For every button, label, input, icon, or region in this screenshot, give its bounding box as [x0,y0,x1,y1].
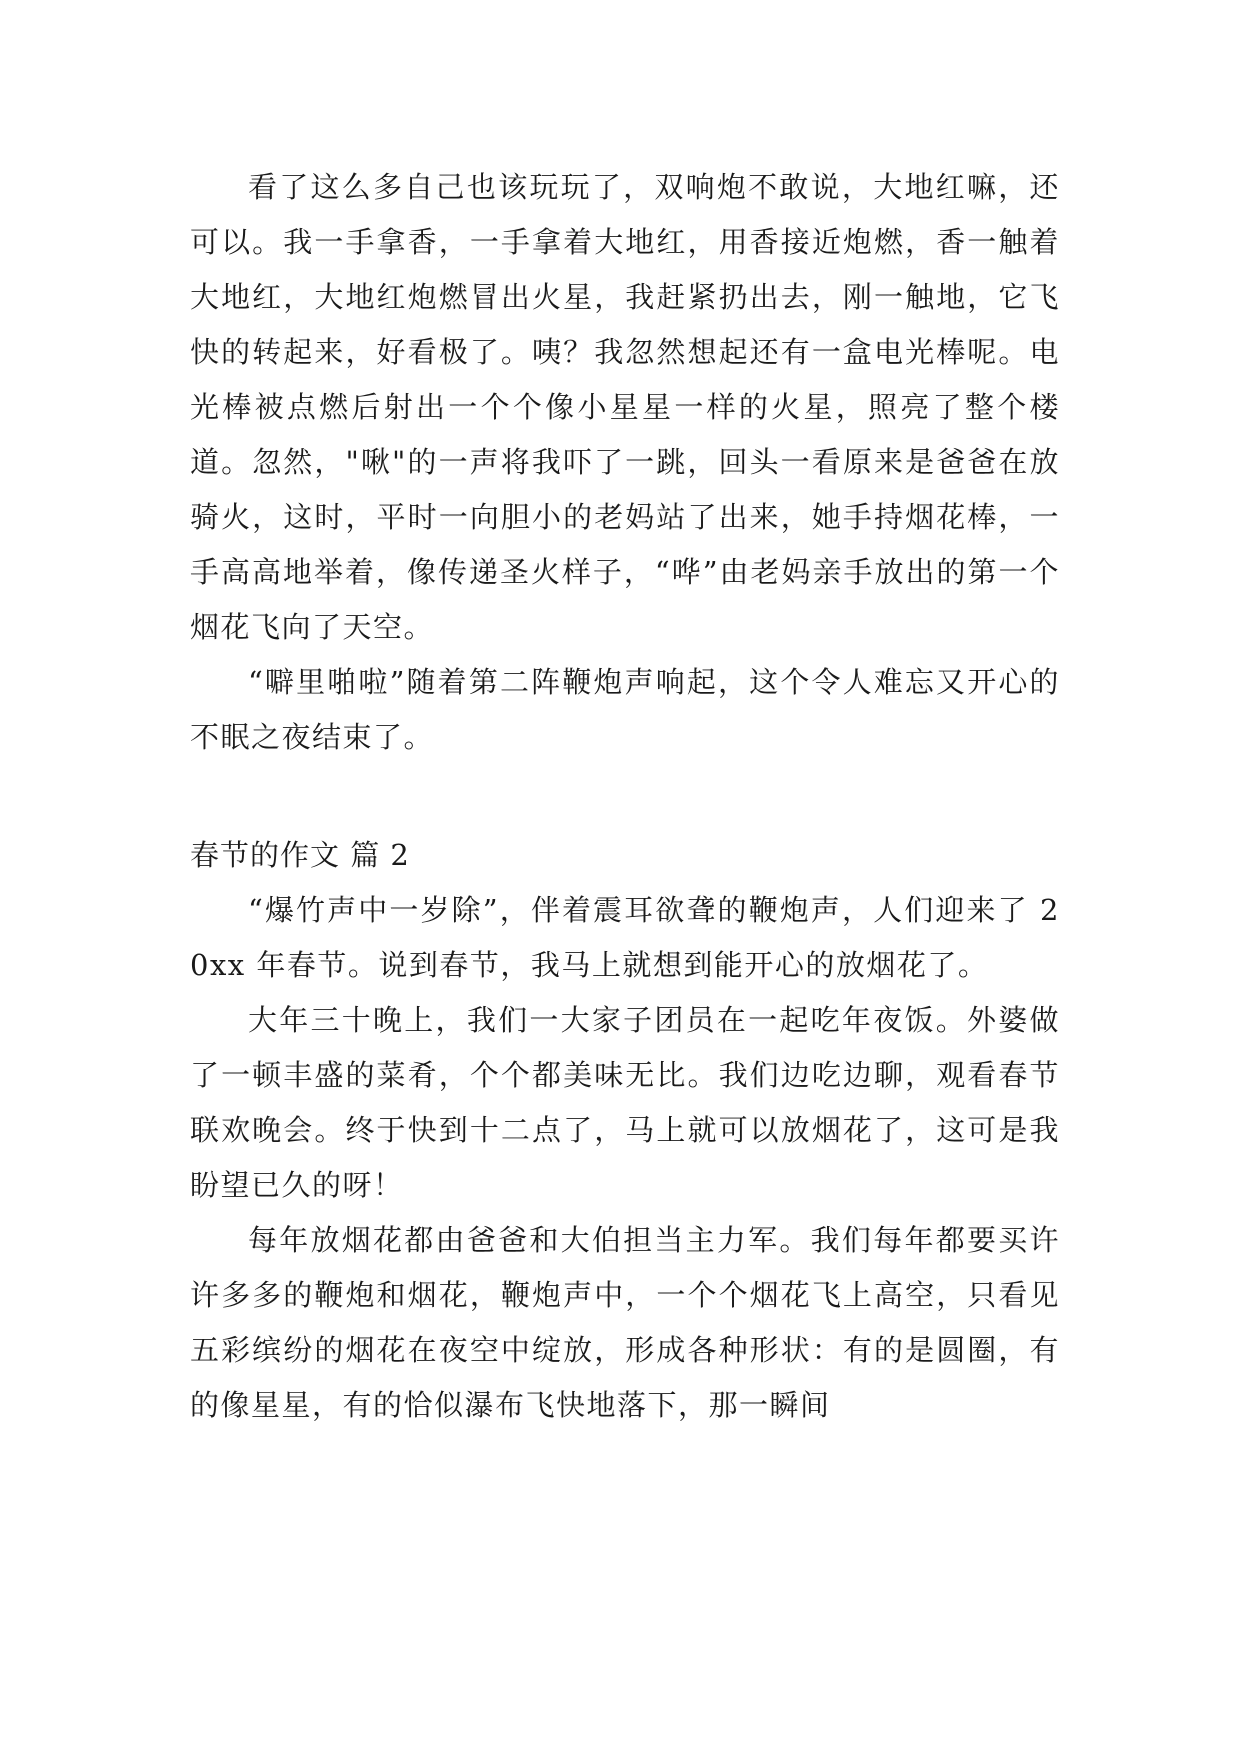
paragraph-night-ends: “噼里啪啦”随着第二阵鞭炮声响起，这个令人难忘又开心的不眠之夜结束了。 [190,665,1060,754]
document-page [190,160,1060,1433]
paragraph-spring-festival-intro: “爆竹声中一岁除”，伴着震耳欲聋的鞭炮声，人们迎来了 20xx 年春节。说到春节，我马上就想到能开心的放烟花了。 [190,893,1060,982]
paragraph-fireworks-display: 每年放烟花都由爸爸和大伯担当主力军。我们每年都要买许许多多的鞭炮和烟花，鞭炮声中，一个个烟花飞上高空，只看见五彩缤纷的烟花在夜空中绽放，形成各种形状：有的是圆圈，有的像星星，有的恰似瀑布飞快地落下，那一瞬间 [190,1223,1060,1422]
paragraph-new-years-eve-dinner: 大年三十晚上，我们一大家子团员在一起吃年夜饭。外婆做了一顿丰盛的菜肴，个个都美味无比。我们边吃边聊，观看春节联欢晚会。终于快到十二点了，马上就可以放烟花了，这可是我盼望已久的呀！ [190,1003,1060,1202]
paragraph-fireworks-play: 看了这么多自己也该玩玩了，双响炮不敢说，大地红嘛，还可以。我一手拿香，一手拿着大地红，用香接近炮燃，香一触着大地红，大地红炮燃冒出火星，我赶紧扔出去，刚一触地，它飞快的转起来，好看极了。咦？我忽然想起还有一盒电光棒呢。电光棒被点燃后射出一个个像小星星一样的火星，照亮了整个楼道。忽然，"啾"的一声将我吓了一跳，回头一看原来是爸爸在放骑火，这时，平时一向胆小的老妈站了出来，她手持烟花棒，一手高高地举着，像传递圣火样子，“哗”由老妈亲手放出的第一个烟花飞向了天空。 [190,170,1060,644]
section-title: 春节的作文 篇 2 [190,838,410,872]
